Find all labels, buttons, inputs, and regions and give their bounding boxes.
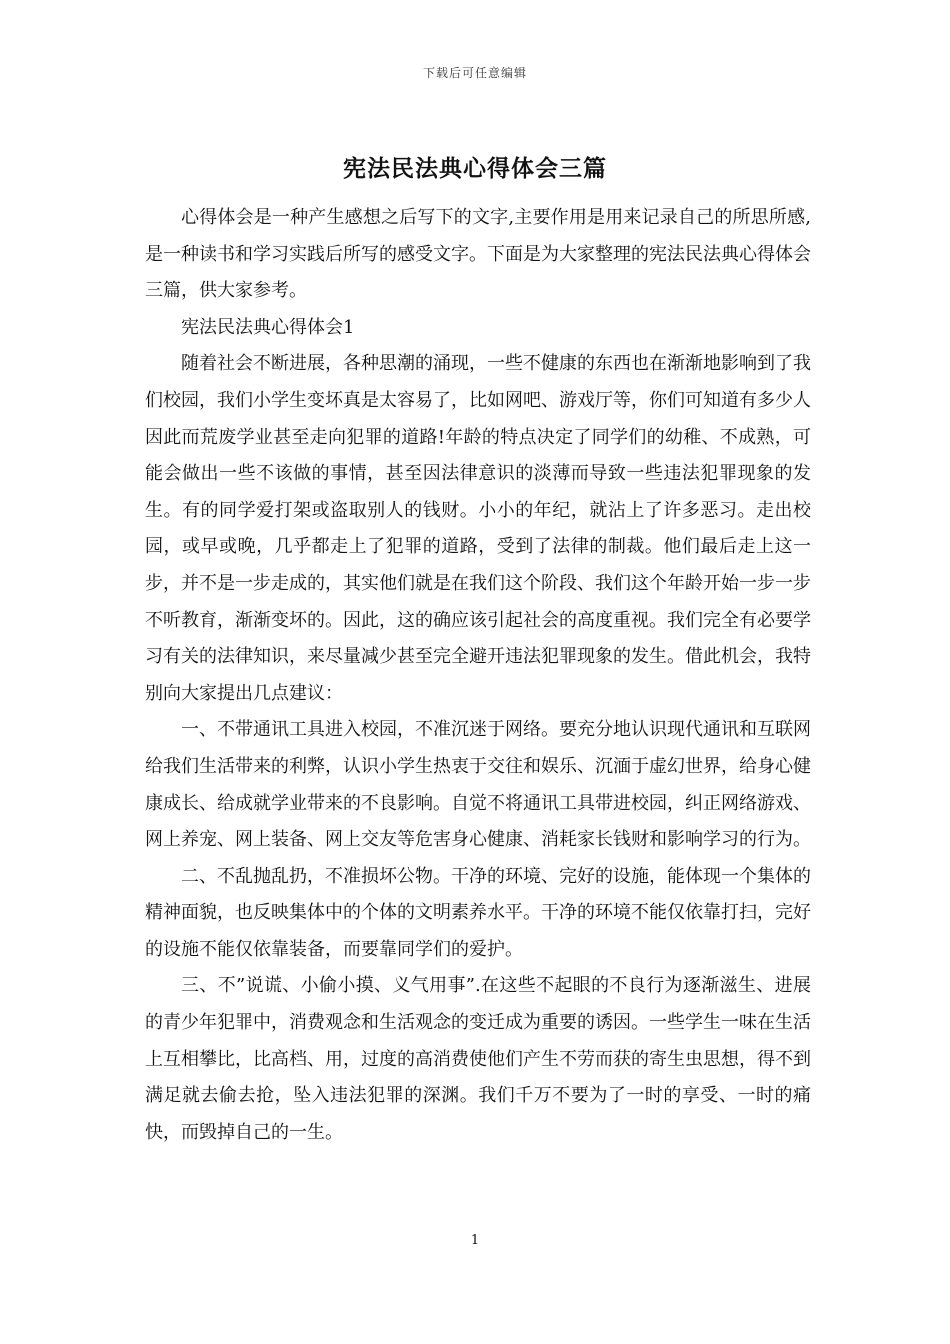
suggestion-paragraph-2: 二、不乱抛乱扔，不准损坏公物。干净的环境、完好的设施，能体现一个集体的精神面貌，也反映集体中的个体的文明素养水平。干净的环境不能仅依靠打扫，完好的设施不能仅依靠装备，而要靠同学们的爱护。 <box>145 865 811 960</box>
document-title: 宪法民法典心得体会三篇 <box>343 155 607 182</box>
suggestion-paragraph-3: 三、不”说谎、小偷小摸、义气用事”.在这些不起眼的不良行为逐渐滋生、进展的青少年犯罪中，消费观念和生活观念的变迁成为重要的诱因。一些学生一味在生活上互相攀比，比高档、用，过度的高消费使他们产生不劳而获的寄生虫思想，得不到满足就去偷去抢，坠入违法犯罪的深渊。我们千万不要为了一时的享受、一时的痛快，而毁掉自己的一生。 <box>145 975 811 1143</box>
document-body <box>145 200 811 1151</box>
body-paragraph: 随着社会不断进展，各种思潮的涌现，一些不健康的东西也在渐渐地影响到了我们校园，我们小学生变坏真是太容易了，比如网吧、游戏厅等，你们可知道有多少人因此而荒废学业甚至走向犯罪的道路!年龄的特点决定了同学们的幼稚、不成熟，可能会做出一些不该做的事情，甚至因法律意识的淡薄而导致一些违法犯罪现象的发生。有的同学爱打架或盗取别人的钱财。小小的年纪，就沾上了许多恶习。走出校园，或早或晚，几乎都走上了犯罪的道路，受到了法律的制裁。他们最后走上这一步，并不是一步走成的，其实他们就是在我们这个阶段、我们这个年龄开始一步一步不听教育，渐渐变坏的。因此，这的确应该引起社会的高度重视。我们完全有必要学习有关的法律知识，来尽量减少甚至完全避开违法犯罪现象的发生。借此机会，我特别向大家提出几点建议： <box>145 353 811 704</box>
section-heading: 宪法民法典心得体会1 <box>181 316 355 338</box>
intro-paragraph: 心得体会是一种产生感想之后写下的文字,主要作用是用来记录自己的所思所感,是一种读书和学习实践后所写的感受文字。下面是为大家整理的宪法民法典心得体会三篇，供大家参考。 <box>145 207 811 302</box>
header-note: 下载后可任意编辑 <box>422 66 527 80</box>
suggestion-paragraph-1: 一、不带通讯工具进入校园，不准沉迷于网络。要充分地认识现代通讯和互联网给我们生活带来的利弊，认识小学生热衷于交往和娱乐、沉湎于虚幻世界，给身心健康成长、给成就学业带来的不良影响。自觉不将通讯工具带进校园，纠正网络游戏、网上养宠、网上装备、网上交友等危害身心健康、消耗家长钱财和影响学习的行为。 <box>145 719 811 851</box>
page-number: 1 <box>470 1233 480 1248</box>
